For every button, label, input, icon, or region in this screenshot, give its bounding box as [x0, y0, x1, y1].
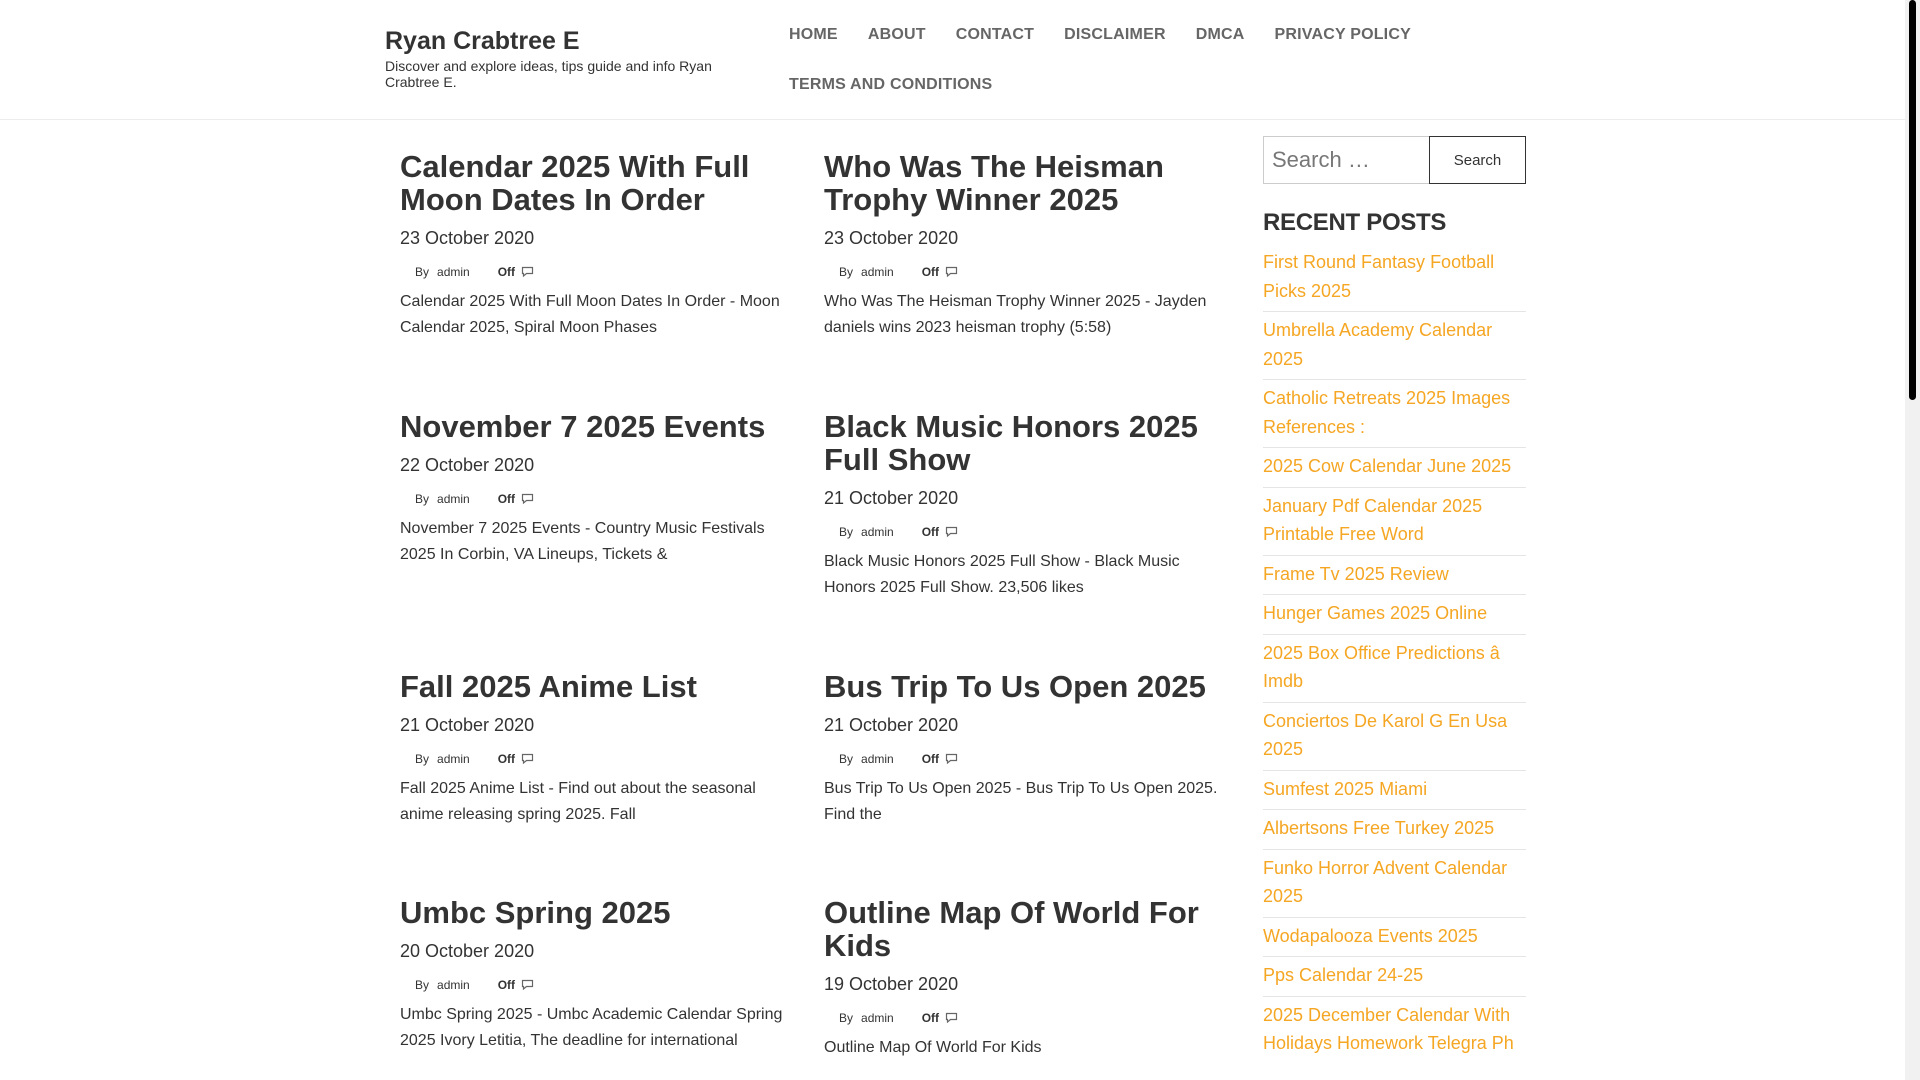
sidebar — [1263, 136, 1526, 1064]
site-title[interactable]: Ryan Crabtree E — [385, 27, 580, 55]
comment-icon[interactable] — [945, 266, 958, 278]
comment-icon[interactable] — [521, 753, 534, 765]
recent-posts-title: RECENT POSTS — [1263, 209, 1447, 236]
post-comments-status[interactable]: Off — [921, 752, 940, 766]
post-title[interactable]: Umbc Spring 2025 — [400, 895, 671, 930]
post-date[interactable]: 21 October 2020 — [824, 488, 959, 508]
recent-post-link[interactable]: Hunger Games 2025 Online — [1263, 595, 1526, 635]
post-comments-status[interactable]: Off — [497, 492, 516, 506]
post-date[interactable]: 21 October 2020 — [824, 715, 959, 735]
recent-post-link[interactable]: First Round Fantasy Football Picks 2025 — [1263, 244, 1526, 312]
post-title[interactable]: Calendar 2025 With Full Moon Dates In Order — [400, 149, 750, 217]
nav-item-privacy-policy[interactable]: PRIVACY POLICY — [1274, 26, 1411, 43]
post-author[interactable]: admin — [861, 265, 894, 279]
site-description: Discover and explore ideas, tips guide and info Ryan Crabtree E. — [385, 58, 712, 90]
post-excerpt: Who Was The Heisman Trophy Winner 2025 - Jayden daniels wins 2023 heisman trophy (5:58) — [824, 293, 1207, 336]
search-input[interactable] — [1263, 136, 1429, 184]
post-comments-status[interactable]: Off — [497, 265, 516, 279]
search-form — [1263, 136, 1526, 184]
nav-item-dmca[interactable]: DMCA — [1195, 26, 1245, 43]
post-author[interactable]: admin — [437, 978, 470, 992]
post-excerpt: Black Music Honors 2025 Full Show - Black Music Honors 2025 Full Show. 23,506 likes — [824, 553, 1180, 596]
recent-post-link[interactable]: Funko Horror Advent Calendar 2025 — [1263, 850, 1526, 918]
comment-icon[interactable] — [945, 1012, 958, 1024]
post-card — [400, 410, 800, 568]
comment-icon[interactable] — [521, 266, 534, 278]
post-comments-status[interactable]: Off — [921, 1011, 940, 1025]
post-meta — [400, 976, 800, 994]
post-meta-by-label: By — [839, 525, 854, 539]
search-button[interactable]: Search — [1429, 136, 1526, 184]
post-date[interactable]: 23 October 2020 — [400, 228, 535, 248]
post-comments-status[interactable]: Off — [921, 265, 940, 279]
scrollbar-thumb[interactable] — [1909, 0, 1916, 400]
site-branding — [385, 26, 745, 90]
recent-post-link[interactable]: January Pdf Calendar 2025 Printable Free Word — [1263, 488, 1526, 556]
post-title[interactable]: November 7 2025 Events — [400, 409, 766, 444]
post-meta — [824, 263, 1224, 281]
comment-icon[interactable] — [945, 526, 958, 538]
post-card — [824, 150, 1224, 341]
post-excerpt: November 7 2025 Events - Country Music Festivals 2025 In Corbin, VA Lineups, Tickets & — [400, 520, 765, 563]
post-excerpt: Outline Map Of World For Kids — [824, 1039, 1042, 1056]
post-author[interactable]: admin — [861, 1011, 894, 1025]
recent-post-link[interactable]: 2025 Box Office Predictions â Imdb — [1263, 635, 1526, 703]
post-meta — [824, 1009, 1224, 1027]
page-scrollbar[interactable] — [1905, 0, 1920, 1080]
post-title[interactable]: Who Was The Heisman Trophy Winner 2025 — [824, 149, 1164, 217]
post-card — [400, 670, 800, 828]
post-date[interactable]: 20 October 2020 — [400, 941, 535, 961]
recent-posts-list — [1263, 244, 1526, 1064]
recent-post-link[interactable]: Umbrella Academy Calendar 2025 — [1263, 312, 1526, 380]
post-meta — [824, 523, 1224, 541]
post-title[interactable]: Fall 2025 Anime List — [400, 669, 697, 704]
post-excerpt: Calendar 2025 With Full Moon Dates In Order - Moon Calendar 2025, Spiral Moon Phases — [400, 293, 780, 336]
recent-post-link[interactable]: 2025 Cow Calendar June 2025 — [1263, 448, 1526, 488]
post-excerpt: Bus Trip To Us Open 2025 - Bus Trip To Us Open 2025. Find the — [824, 780, 1218, 823]
post-title[interactable]: Bus Trip To Us Open 2025 — [824, 669, 1206, 704]
recent-post-link[interactable]: Frame Tv 2025 Review — [1263, 556, 1526, 596]
nav-item-about[interactable]: ABOUT — [867, 26, 926, 43]
post-meta-by-label: By — [415, 752, 430, 766]
post-comments-status[interactable]: Off — [921, 525, 940, 539]
post-author[interactable]: admin — [861, 525, 894, 539]
post-card — [824, 670, 1224, 828]
post-card — [824, 896, 1224, 1061]
post-meta-by-label: By — [839, 752, 854, 766]
site-header — [0, 0, 1905, 120]
post-excerpt: Umbc Spring 2025 - Umbc Academic Calendar Spring 2025 Ivory Letitia, The deadline for international — [400, 1006, 783, 1049]
nav-item-terms-and-conditions[interactable]: TERMS AND CONDITIONS — [789, 76, 993, 93]
recent-post-link[interactable]: Albertsons Free Turkey 2025 — [1263, 810, 1526, 850]
post-comments-status[interactable]: Off — [497, 978, 516, 992]
nav-item-contact[interactable]: CONTACT — [955, 26, 1035, 43]
post-meta-by-label: By — [839, 265, 854, 279]
post-meta-by-label: By — [415, 978, 430, 992]
post-comments-status[interactable]: Off — [497, 752, 516, 766]
comment-icon[interactable] — [521, 979, 534, 991]
post-grid — [400, 150, 1230, 1080]
post-meta — [400, 750, 800, 768]
recent-post-link[interactable]: Wodapalooza Events 2025 — [1263, 918, 1526, 958]
post-author[interactable]: admin — [861, 752, 894, 766]
post-date[interactable]: 23 October 2020 — [824, 228, 959, 248]
post-title[interactable]: Black Music Honors 2025 Full Show — [824, 409, 1198, 477]
main-navigation — [774, 18, 1534, 118]
post-excerpt: Fall 2025 Anime List - Find out about the seasonal anime releasing spring 2025. Fall — [400, 780, 756, 823]
post-author[interactable]: admin — [437, 492, 470, 506]
nav-item-home[interactable]: HOME — [789, 26, 838, 43]
comment-icon[interactable] — [945, 753, 958, 765]
nav-item-disclaimer[interactable]: DISCLAIMER — [1064, 26, 1166, 43]
recent-post-link[interactable]: Sumfest 2025 Miami — [1263, 771, 1526, 811]
post-meta-by-label: By — [839, 1011, 854, 1025]
post-meta-by-label: By — [415, 492, 430, 506]
recent-post-link[interactable]: Pps Calendar 24-25 — [1263, 957, 1526, 997]
post-author[interactable]: admin — [437, 265, 470, 279]
post-author[interactable]: admin — [437, 752, 470, 766]
recent-post-link[interactable]: Catholic Retreats 2025 Images References : — [1263, 380, 1526, 448]
post-meta-by-label: By — [415, 265, 430, 279]
post-date[interactable]: 22 October 2020 — [400, 455, 535, 475]
recent-post-link[interactable]: Conciertos De Karol G En Usa 2025 — [1263, 703, 1526, 771]
post-card — [824, 410, 1224, 601]
post-card — [400, 896, 800, 1054]
post-meta — [400, 490, 800, 508]
post-title[interactable]: Outline Map Of World For Kids — [824, 895, 1199, 963]
post-meta — [400, 263, 800, 281]
post-date[interactable]: 19 October 2020 — [824, 974, 959, 994]
comment-icon[interactable] — [521, 493, 534, 505]
post-meta — [824, 750, 1224, 768]
recent-post-link[interactable]: 2025 December Calendar With Holidays Homework Telegra Ph — [1263, 1004, 1514, 1053]
post-date[interactable]: 21 October 2020 — [400, 715, 535, 735]
post-card — [400, 150, 800, 341]
